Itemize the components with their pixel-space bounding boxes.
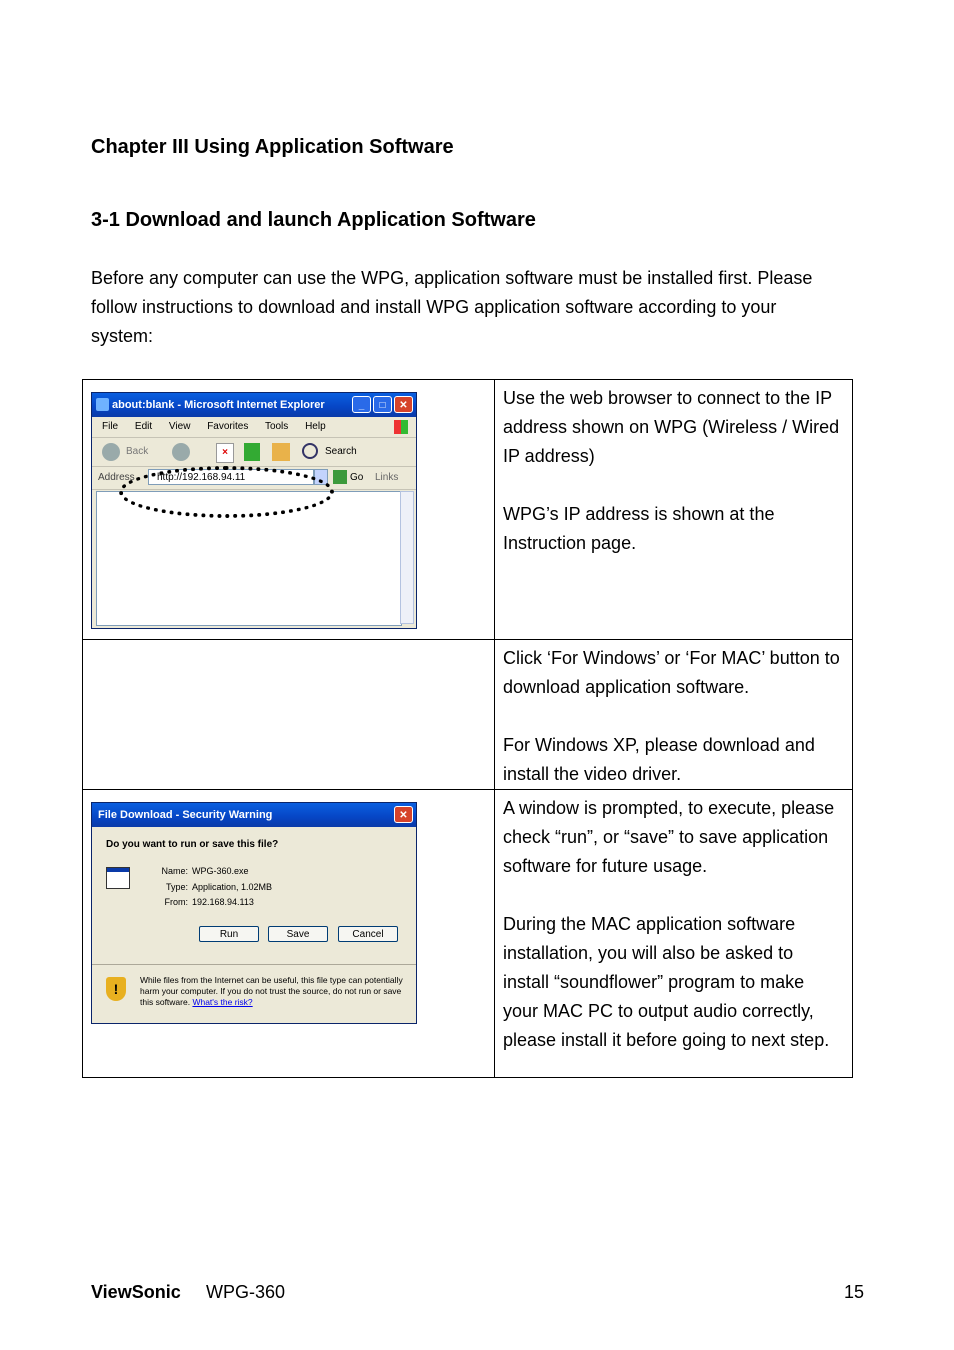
menu-tools: Tools	[264, 421, 289, 432]
intro-paragraph	[91, 264, 881, 351]
file-name-row: Name: WPG-360.exe	[161, 866, 249, 876]
cancel-button: Cancel	[338, 926, 398, 942]
save-button: Save	[268, 926, 328, 942]
footer-model: WPG-360	[206, 1282, 286, 1302]
search-label: Search	[325, 446, 357, 457]
home-icon	[272, 443, 290, 461]
close-icon: ✕	[394, 396, 413, 413]
page-number: 15	[843, 1282, 864, 1302]
intro-line: Before any computer can use the WPG, application software must be installed first. Please	[91, 268, 813, 288]
download-dialog-cell	[83, 790, 495, 1078]
back-label: Back	[126, 446, 149, 457]
intro-line: follow instructions to download and install WPG application software according to your	[91, 297, 777, 317]
footer-brand: ViewSonic	[91, 1282, 181, 1302]
warning-shield-icon: !	[106, 977, 126, 1001]
ie-logo-icon	[96, 398, 109, 411]
menu-edit: Edit	[134, 421, 153, 432]
step-3-paragraph-1: A window is prompted, to execute, please check “run”, or “save” to save application software for future usage.	[503, 798, 835, 876]
step-1-paragraph-1: Use the web browser to connect to the IP address shown on WPG (Wireless / Wired IP address)	[503, 388, 840, 466]
menu-view: View	[168, 421, 191, 432]
section-title: 3-1 Download and launch Application Software	[91, 209, 536, 231]
forward-arrow-icon	[172, 443, 190, 461]
go-label: Go	[350, 472, 364, 483]
browser-titlebar	[92, 393, 416, 417]
close-icon: ✕	[394, 806, 413, 823]
whats-the-risk-link: What's the risk?	[192, 997, 253, 1007]
download-dialog-screenshot	[91, 802, 417, 1024]
stop-icon: ×	[216, 443, 234, 463]
step-2-text-cell	[495, 640, 853, 790]
chapter-title: Chapter III Using Application Software	[91, 136, 454, 158]
links-label: Links	[375, 472, 399, 483]
browser-screenshot	[91, 392, 417, 629]
dialog-divider	[92, 964, 416, 965]
browser-screenshot-cell	[83, 380, 495, 640]
intro-line: system:	[91, 326, 154, 346]
back-arrow-icon	[102, 443, 120, 461]
go-arrow-icon	[333, 470, 347, 484]
step-1-paragraph-2: WPG’s IP address is shown at the Instruction page.	[503, 504, 775, 553]
run-button: Run	[199, 926, 259, 942]
step-3-text-cell	[495, 790, 853, 1078]
step-row-1	[83, 380, 853, 640]
highlight-ellipse	[119, 466, 334, 518]
step-row-3	[83, 790, 853, 1078]
menu-favorites: Favorites	[207, 421, 249, 432]
application-file-icon	[106, 867, 130, 889]
browser-menubar	[92, 417, 416, 438]
menu-help: Help	[305, 421, 326, 432]
menu-file: File	[102, 421, 119, 432]
step-3-paragraph-2: During the MAC application software installation, you will also be asked to install “soundflower” program to make your MAC PC to output audio correctly, please install it before going to next step.	[503, 914, 830, 1050]
dialog-titlebar	[92, 803, 416, 827]
refresh-icon	[244, 443, 260, 461]
browser-toolbar	[92, 438, 416, 467]
maximize-icon: □	[373, 396, 392, 413]
file-type-row: Type: Application, 1.02MB	[165, 882, 273, 892]
file-from-row: From: 192.168.94.113	[164, 897, 254, 907]
windows-flag-icon	[394, 420, 408, 434]
address-input: http://192.168.94.11	[148, 469, 314, 485]
minimize-icon: _	[352, 396, 371, 413]
browser-title: about:blank - Microsoft Internet Explorer	[112, 399, 325, 411]
address-label: Address	[98, 472, 135, 483]
security-warning-text: While files from the Internet can be useful, this file type can potentially harm your computer. If you do not trust the source, do not run or save this software. What's the risk?	[140, 975, 403, 1007]
vertical-scrollbar	[400, 491, 414, 624]
step-2-paragraph-1: Click ‘For Windows’ or ‘For MAC’ button to download application software.	[503, 648, 840, 697]
step-row-2	[83, 640, 853, 790]
step-2-image-cell	[83, 640, 495, 790]
step-1-text-cell	[495, 380, 853, 640]
step-2-paragraph-2: For Windows XP, please download and install the video driver.	[503, 735, 815, 784]
dialog-question: Do you want to run or save this file?	[106, 839, 279, 850]
dialog-title: File Download - Security Warning	[98, 809, 273, 821]
search-icon	[302, 443, 318, 459]
steps-table	[82, 379, 853, 1078]
